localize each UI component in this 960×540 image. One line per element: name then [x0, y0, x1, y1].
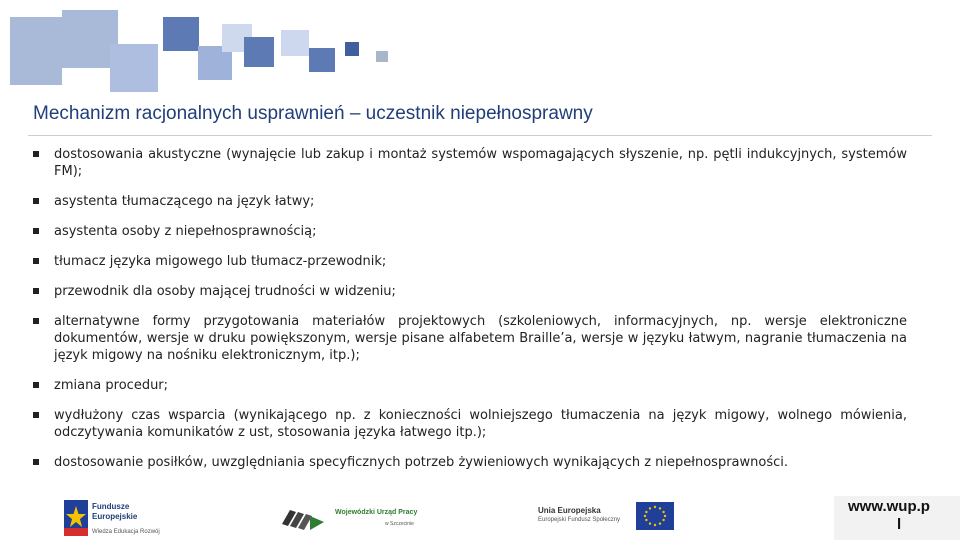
fundusze-europejskie-logo: Fundusze Europejskie Wiedza Edukacja Rozwój: [64, 500, 174, 538]
list-item: wydłużony czas wsparcia (wynikającego np. z konieczności wolniejszego tłumaczenia na język migowy, wolnego mówienia, odczytywania komunikatów z ust, stosowania języka łatwego itp.);: [33, 407, 907, 441]
list-item: przewodnik dla osoby mającej trudności w widzeniu;: [33, 283, 907, 300]
list-item: zmiana procedur;: [33, 377, 907, 394]
eu-flag-icon: [636, 502, 674, 530]
square-bullet-icon: [33, 412, 39, 418]
square-bullet-icon: [33, 198, 39, 204]
wup-logo: Wojewódzki Urząd Pracy w Szczecinie: [280, 502, 430, 532]
unia-europejska-logo: Unia Europejska Europejski Fundusz Społeczny: [538, 502, 678, 532]
square-bullet-icon: [33, 228, 39, 234]
website-url[interactable]: www.wup.p l: [834, 496, 960, 540]
list-item: asystenta osoby z niepełnosprawnością;: [33, 223, 907, 240]
square-bullet-icon: [33, 318, 39, 324]
square-bullet-icon: [33, 382, 39, 388]
bullet-list: [33, 146, 907, 484]
square-bullet-icon: [33, 459, 39, 465]
footer-logos: [0, 492, 960, 540]
list-item: tłumacz języka migowego lub tłumacz-przewodnik;: [33, 253, 907, 270]
list-item: asystenta tłumaczącego na język łatwy;: [33, 193, 907, 210]
square-bullet-icon: [33, 288, 39, 294]
list-item: dostosowania akustyczne (wynajęcie lub zakup i montaż systemów wspomagających słyszenie, np. pętli indukcyjnych, systemów FM);: [33, 146, 907, 180]
square-bullet-icon: [33, 258, 39, 264]
wup-stairs-icon: [280, 502, 330, 532]
fe-star-icon: [64, 500, 88, 536]
square-bullet-icon: [33, 151, 39, 157]
slide-title: Mechanizm racjonalnych usprawnień – uczestnik niepełnosprawny: [33, 103, 593, 124]
title-divider: [28, 135, 932, 136]
list-item: alternatywne formy przygotowania materiałów projektowych (szkoleniowych, informacyjnych, np. wersje elektroniczne dokumentów, wersje w druku powiększonym, wersje pisane alfabetem Braille’a, wersje w języku łatwym, nagranie tłumaczenia na język migowy na nośniku elektronicznym, itp.);: [33, 313, 907, 364]
list-item: dostosowanie posiłków, uwzględniania specyficznych potrzeb żywieniowych wynikających z niepełnosprawności.: [33, 454, 907, 471]
